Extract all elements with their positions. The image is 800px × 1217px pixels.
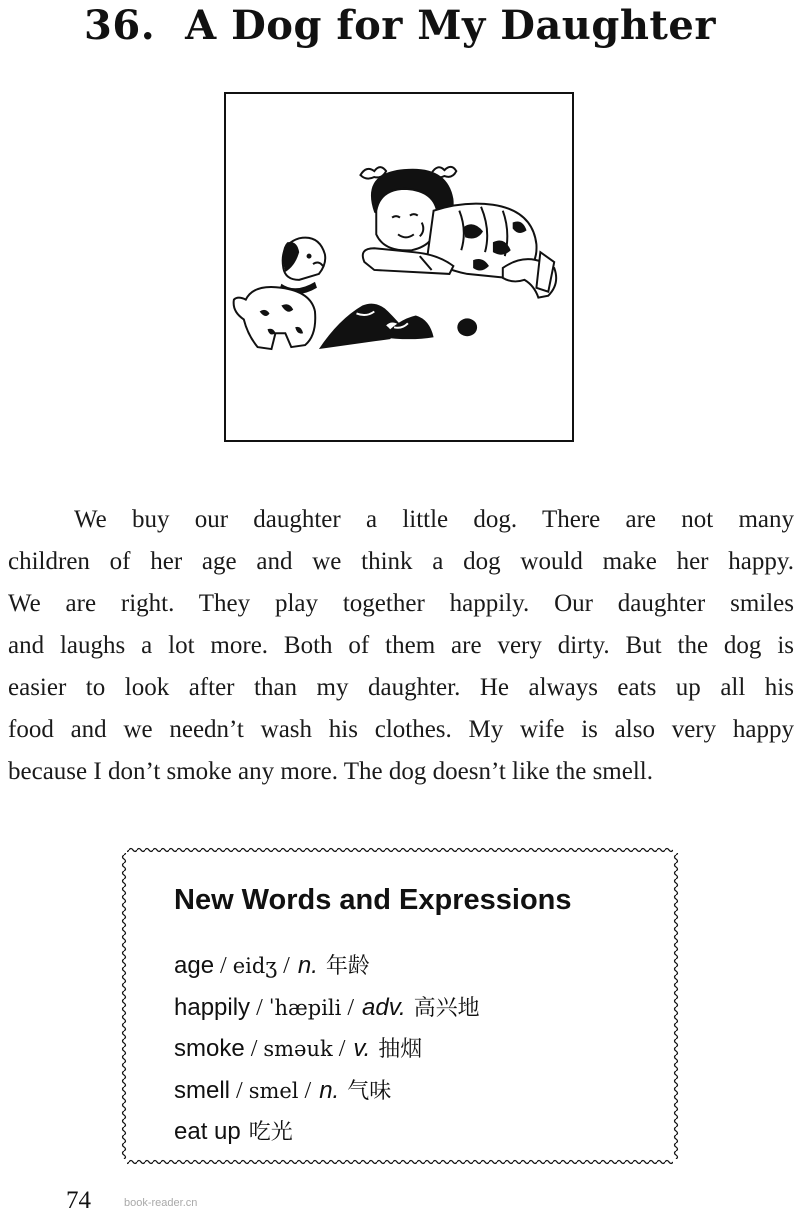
vocabulary-box [121,847,679,1165]
vocabulary-heading: New Words and Expressions [174,884,572,916]
story-line: children of her age and we think a dog would make her happy. [8,548,794,575]
lesson-title-text: A Dog for My Daughter [185,2,716,49]
vocab-part-of-speech: v. [353,1035,371,1062]
story-line: easier to look after than my daughter. He always eats up all his [8,674,794,701]
rock-large [319,304,406,349]
illustration-frame [224,92,574,442]
story-line: We are right. They play together happily. Our daughter smiles [8,590,794,617]
vocabulary-list [174,946,480,1154]
dog-body [234,287,316,349]
vocab-phonetic: smel [248,1078,299,1103]
vocab-phonetic: sməuk [263,1037,333,1061]
vocab-meaning: 吃光 [248,1120,293,1145]
vocabulary-entry: happily / ˈhæpili / adv. 高兴地 [174,993,480,1021]
vocab-word: smoke [174,1035,245,1062]
vocabulary-entry: age / eidʒ / n. 年龄 [174,952,370,979]
story-line: because I don’t smoke any more. The dog doesn’t like the smell. [8,758,653,785]
story-line: and laughs a lot more. Both of them are very dirty. But the dog is [8,632,794,659]
vocab-part-of-speech: n. [319,1076,340,1104]
rock-small [457,318,477,336]
watermark: book-reader.cn [124,1197,198,1209]
story-line: food and we needn’t wash his clothes. My wife is also very happy [8,716,794,743]
vocabulary-entry: smell / smel / n. 气味 [174,1076,392,1104]
vocabulary-entry [174,1112,480,1154]
vocab-part-of-speech: n. [297,952,318,979]
vocab-word: age [174,952,215,979]
lesson-title [0,0,800,52]
vocab-meaning: 抽烟 [378,1037,423,1062]
vocab-meaning: 年龄 [325,954,370,979]
vocab-word: smell [174,1076,231,1104]
lesson-number: 36. [84,2,156,49]
vocab-word: eat up [174,1118,241,1145]
vocabulary-entry: smoke / sməuk / v. 抽烟 [174,1035,423,1062]
girl-and-dog-illustration [226,94,572,440]
story-line: We buy our daughter a little dog. There are not many [74,506,794,533]
story-text [8,499,794,793]
vocab-word: happily [174,993,251,1021]
vocab-phonetic: eidʒ [232,954,278,978]
page-number: 74 [66,1187,91,1214]
vocab-meaning: 气味 [347,1078,392,1104]
vocab-phonetic: ˈhæpili [268,995,342,1020]
vocab-meaning: 高兴地 [413,995,480,1021]
vocab-part-of-speech: adv. [362,993,406,1021]
